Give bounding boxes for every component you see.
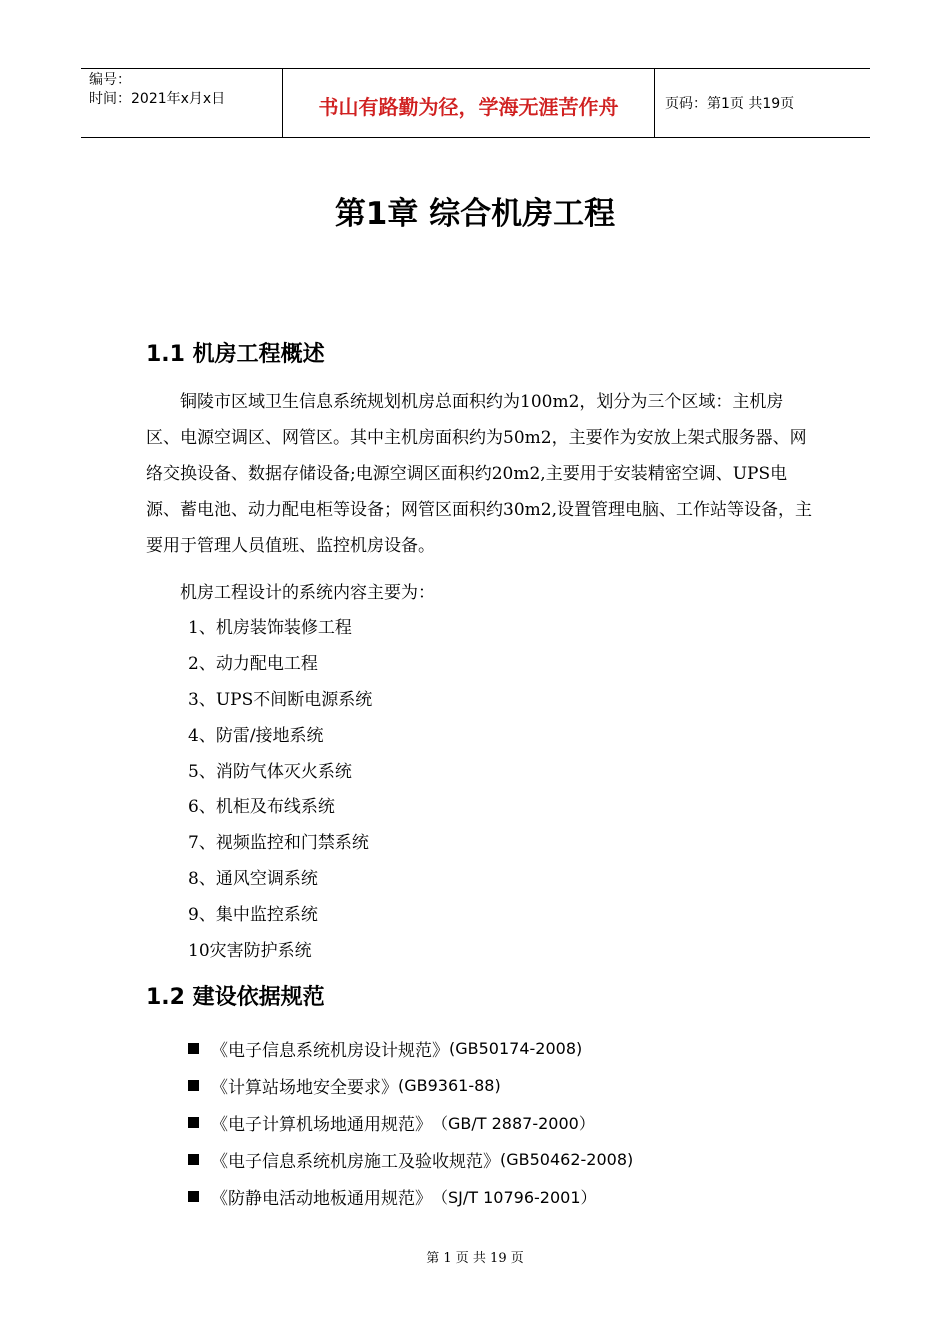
square-bullet-icon	[188, 1080, 199, 1091]
chapter-title: 第1章 综合机房工程	[334, 196, 616, 232]
overview-paragraph: 铜陵市区域卫生信息系统规划机房总面积约为100m2，划分为三个区域：主机房区、电源空调区、网管区。其中主机房面积约为50m2，主要作为安放上架式服务器、网络交换设备、数据存储设备;电源空调区面积约20m2,主要用于安装精密空调、UPS电源、蓄电池、动力配电柜等设备；网管区面积约30m2,设置管理电脑、工作站等设备，主要用于管理人员值班、监控机房设备。	[146, 392, 812, 556]
standard-code: （GB/T 2887-2000）	[432, 1114, 595, 1133]
header-info	[81, 69, 282, 137]
standard-name: 《计算站场地安全要求》	[211, 1078, 398, 1098]
standard-item	[188, 1147, 633, 1172]
list-item: 4、防雷/接地系统	[188, 726, 324, 746]
page-footer: 第 1 页 共 19 页	[426, 1251, 524, 1266]
square-bullet-icon	[188, 1191, 199, 1202]
page-header	[81, 68, 870, 138]
list-item: 2、动力配电工程	[188, 654, 318, 674]
standard-item	[188, 1036, 582, 1061]
standard-code: (GB50462-2008)	[500, 1150, 634, 1169]
list-item: 3、UPS不间断电源系统	[188, 690, 373, 710]
header-number: 编号：	[89, 72, 131, 88]
standard-code: (GB50174-2008)	[449, 1039, 583, 1058]
square-bullet-icon	[188, 1154, 199, 1165]
systems-intro: 机房工程设计的系统内容主要为：	[180, 583, 435, 603]
list-item: 1、机房装饰装修工程	[188, 618, 352, 638]
standard-code: (GB9361-88)	[398, 1076, 501, 1095]
standard-name: 《防静电活动地板通用规范》	[211, 1189, 432, 1209]
standard-name: 《电子计算机场地通用规范》	[211, 1115, 432, 1135]
header-slogan: 书山有路勤为径，学海无涯苦作舟	[282, 69, 655, 137]
list-item: 10灾害防护系统	[188, 941, 312, 961]
section-title-standards: 1.2 建设依据规范	[146, 985, 325, 1010]
header-time: 时间：2021年x月x日	[89, 91, 226, 107]
standard-item	[188, 1110, 595, 1135]
list-item: 6、机柜及布线系统	[188, 797, 335, 817]
list-item: 8、通风空调系统	[188, 869, 318, 889]
list-item: 5、消防气体灭火系统	[188, 762, 352, 782]
standard-name: 《电子信息系统机房施工及验收规范》	[211, 1152, 500, 1172]
standard-item	[188, 1073, 501, 1098]
list-item: 9、集中监控系统	[188, 905, 318, 925]
standard-name: 《电子信息系统机房设计规范》	[211, 1041, 449, 1061]
square-bullet-icon	[188, 1117, 199, 1128]
section-title-overview: 1.1 机房工程概述	[146, 342, 325, 367]
standard-item	[188, 1184, 597, 1209]
standard-code: （SJ/T 10796-2001）	[432, 1188, 597, 1207]
square-bullet-icon	[188, 1043, 199, 1054]
header-page: 页码：第1页 共19页	[665, 96, 795, 112]
list-item: 7、视频监控和门禁系统	[188, 833, 369, 853]
